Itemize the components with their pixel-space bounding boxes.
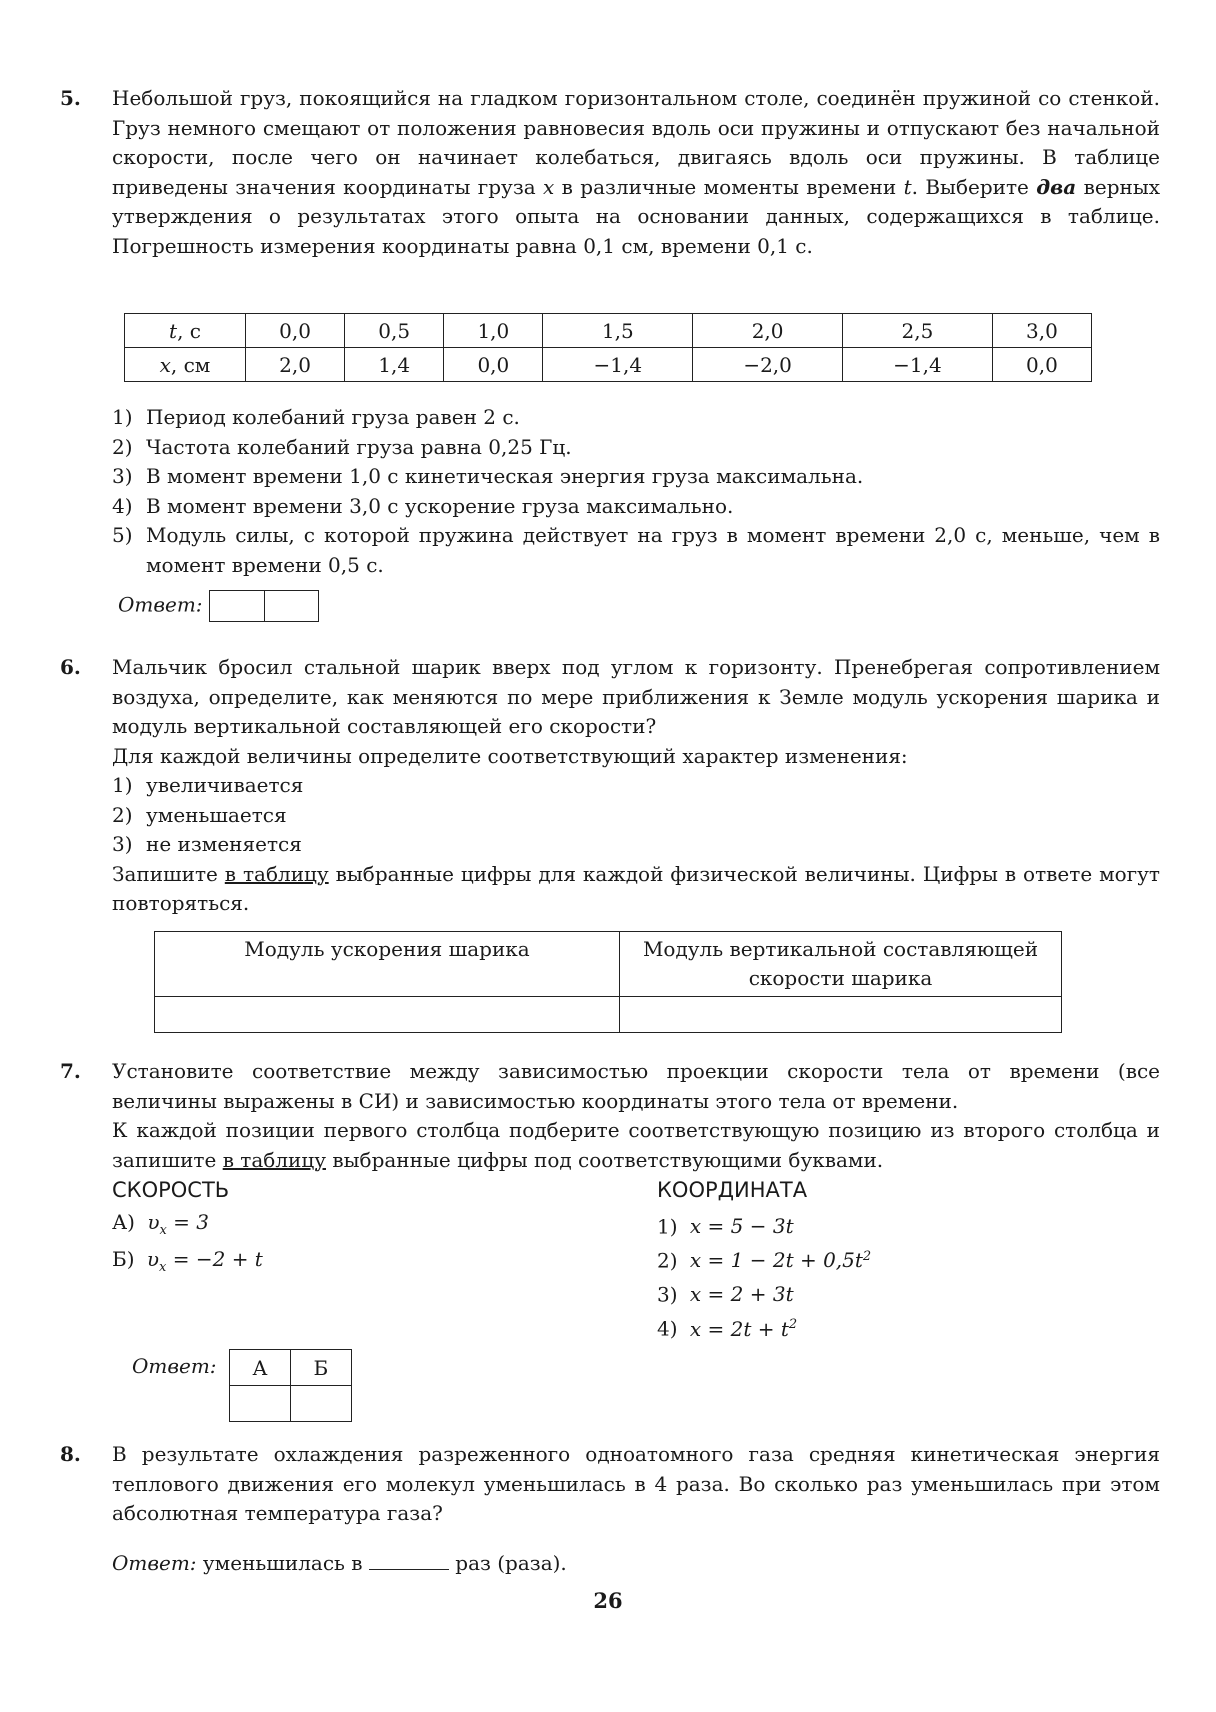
task-5-answer xyxy=(118,590,319,622)
task-5-data-table xyxy=(124,313,1092,382)
table-cell: 3,0 xyxy=(992,314,1091,348)
answer-box[interactable] xyxy=(209,590,319,622)
task-7-text: Установите соответствие между зависимостью проекции скорости тела от времени (все величины выражены в СИ) и зависимостью координаты этого тела от времени. xyxy=(112,1059,1160,1113)
list-item: 1) увеличивается xyxy=(112,773,304,797)
table-row xyxy=(229,1386,351,1422)
table-row xyxy=(155,932,1062,997)
answer-cell[interactable] xyxy=(155,997,620,1033)
list-item: 4) $x = 2t + t^2$ xyxy=(657,1316,798,1341)
task-number: 8. xyxy=(60,1442,81,1466)
answer-blank[interactable] xyxy=(369,1549,449,1570)
table-cell: 1,0 xyxy=(444,314,543,348)
task-6-text: Мальчик бросил стальной шарик вверх под углом к горизонту. Пренебрегая сопротивлением воздуха, определите, как меняются по мере приближения к Земле модуль ускорения шарика и модуль вертикальной составляющей его скорости? xyxy=(112,655,1160,738)
answer-cell[interactable] xyxy=(290,1386,351,1422)
task-7-columns xyxy=(112,1176,1160,1344)
list-item: 2) уменьшается xyxy=(112,802,287,827)
answer-cell[interactable] xyxy=(229,1386,290,1422)
list-item: 1) x = 5 − 3t xyxy=(657,1214,794,1239)
table-cell: −2,0 xyxy=(693,348,843,382)
table-cell: t, с xyxy=(125,314,246,348)
task-7-answer-table xyxy=(229,1349,352,1422)
table-cell: 2,0 xyxy=(246,348,345,382)
task-6-answer-table xyxy=(154,931,1062,1033)
task-number: 6. xyxy=(60,655,81,679)
column-header: КООРДИНАТА xyxy=(657,1178,808,1202)
list-item: 2) Частота колебаний груза равна 0,25 Гц. xyxy=(112,434,572,459)
table-cell: 1,5 xyxy=(543,314,693,348)
table-cell: 0,0 xyxy=(444,348,543,382)
table-row xyxy=(125,314,1092,348)
right-column xyxy=(657,1176,871,1344)
task-6-write: Запишите в таблицу выбранные цифры для каждой физической величины. Цифры в ответе могут повторяться. xyxy=(112,861,1160,915)
task-5-options xyxy=(112,403,1160,580)
table-cell: −1,4 xyxy=(843,348,993,382)
answer-text: уменьшилась в xyxy=(202,1551,363,1575)
left-column xyxy=(112,1176,657,1344)
task-8-text: В результате охлаждения разреженного одноатомного газа средняя кинетическая энергия теплового движения его молекул уменьшилась в 4 раза. Во сколько раз уменьшилась при этом абсолютная температура газа? xyxy=(112,1442,1160,1525)
table-header: Б xyxy=(290,1350,351,1386)
task-7-answer xyxy=(132,1349,352,1422)
table-header: А xyxy=(229,1350,290,1386)
table-header: Модуль вертикальной составляющей скорости шарика xyxy=(620,932,1062,997)
table-cell: 2,0 xyxy=(693,314,843,348)
list-item: 3) не изменяется xyxy=(112,832,302,856)
answer-label: Ответ: xyxy=(118,592,203,617)
table-cell: 2,5 xyxy=(843,314,993,348)
column-header: СКОРОСТЬ xyxy=(112,1178,230,1202)
task-number: 7. xyxy=(60,1059,81,1083)
answer-label: Ответ: xyxy=(132,1354,217,1378)
list-item: 3) В момент времени 1,0 с кинетическая энергия груза максимальна. xyxy=(112,464,864,488)
table-cell: x, см xyxy=(125,348,246,382)
task-6-instruction: Для каждой величины определите соответствующий характер изменения: xyxy=(112,743,908,768)
table-cell: 0,0 xyxy=(992,348,1091,382)
list-item: 2) $x = 1 - 2t + 0,5t^2$ xyxy=(657,1248,872,1273)
list-item: Б) $\upsilon_x = -2 + t$ xyxy=(112,1247,263,1275)
list-item: 3) x = 2 + 3t xyxy=(657,1282,794,1307)
page-number: 26 xyxy=(593,1588,623,1613)
list-item: 1) Период колебаний груза равен 2 с. xyxy=(112,405,520,429)
answer-cell[interactable] xyxy=(620,997,1062,1033)
list-item: А) $\upsilon_x = 3$ xyxy=(112,1209,210,1238)
table-row xyxy=(155,997,1062,1033)
task-number: 5. xyxy=(60,86,81,110)
table-cell: 0,0 xyxy=(246,314,345,348)
answer-label: Ответ: xyxy=(112,1551,197,1575)
answer-text: раз (раза). xyxy=(455,1551,567,1575)
task-7-instruction: К каждой позиции первого столбца подберите соответствующую позицию из второго столбца и запишите в таблицу выбранные цифры под соответствующими буквами. xyxy=(112,1118,1160,1172)
task-5-text: Небольшой груз, покоящийся на гладком горизонтальном столе, соединён пружиной со стенкой. Груз немного смещают от положения равновесия вдоль оси пружины и отпускают без начальной скорости, после чего он начинает колебаться, двигаясь вдоль оси пружины. В таблице приведены значения координаты груза x в различные моменты времени t. Выберите два верных утверждения о результатах этого опыта на основании данных, содержащихся в таблице. Погрешность измерения координаты равна 0,1 см, времени 0,1 с. xyxy=(112,86,1161,258)
table-cell: −1,4 xyxy=(543,348,693,382)
table-cell: 0,5 xyxy=(345,314,444,348)
task-8-answer xyxy=(112,1549,567,1575)
table-cell: 1,4 xyxy=(345,348,444,382)
list-item: 4) В момент времени 3,0 с ускорение груза максимально. xyxy=(112,493,734,518)
table-row xyxy=(229,1350,351,1386)
list-item: 5) Модуль силы, с которой пружина действует на груз в момент времени 2,0 с, меньше, чем в момент времени 0,5 с. xyxy=(112,523,1160,577)
table-row xyxy=(125,348,1092,382)
table-header: Модуль ускорения шарика xyxy=(155,932,620,997)
